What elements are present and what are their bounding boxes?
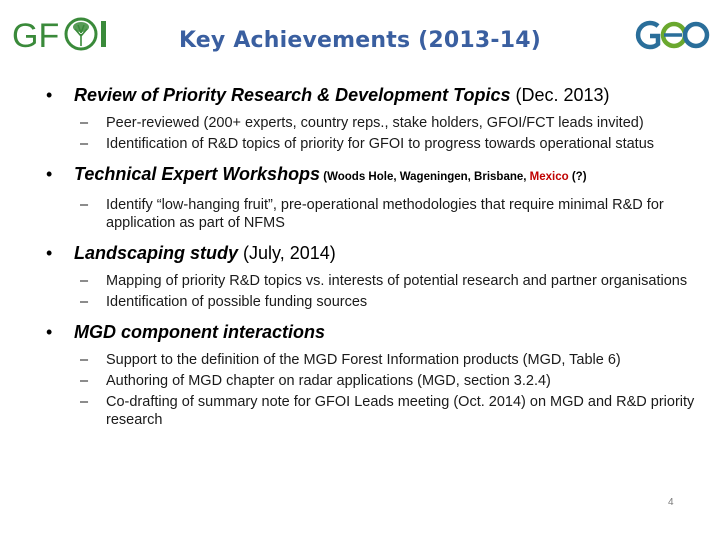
sub-item bbox=[46, 351, 706, 369]
dash-marker: – bbox=[80, 273, 89, 289]
dash-marker: – bbox=[80, 394, 89, 410]
sub-item bbox=[46, 393, 706, 429]
bullet-dot: • bbox=[46, 243, 53, 263]
svg-text:GF: GF bbox=[12, 17, 60, 54]
slide-title: Key Achievements (2013-14) bbox=[178, 28, 542, 53]
sub-text: Peer-reviewed (200+ experts, country reps., stake holders, GFOI/FCT leads invited) bbox=[106, 115, 644, 131]
workshop-location-mexico: Mexico bbox=[529, 171, 569, 183]
sub-text: Co-drafting of summary note for GFOI Leads meeting (Oct. 2014) on MGD and R&D priority research bbox=[106, 394, 695, 428]
bullet-heading: Review of Priority Research & Development Topics bbox=[74, 85, 511, 105]
bullet-heading: Technical Expert Workshops bbox=[74, 164, 321, 184]
sub-item bbox=[46, 293, 706, 311]
bullet-item bbox=[46, 84, 706, 106]
bullet-item bbox=[46, 242, 706, 264]
sub-text: Identification of possible funding sources bbox=[106, 294, 368, 310]
dash-marker: – bbox=[80, 197, 89, 213]
dash-marker: – bbox=[80, 294, 89, 310]
dash-marker: – bbox=[80, 373, 89, 389]
bullet-detail: (Dec. 2013) bbox=[510, 85, 610, 105]
dash-marker: – bbox=[80, 136, 89, 152]
sub-item bbox=[46, 272, 706, 290]
bullet-heading: MGD component interactions bbox=[74, 322, 326, 342]
sub-item bbox=[46, 135, 706, 153]
bullet-item bbox=[46, 163, 706, 188]
slide-content bbox=[46, 84, 706, 439]
dash-marker: – bbox=[80, 115, 89, 131]
sub-text: Identification of R&D topics of priority for GFOI to progress towards operational status bbox=[106, 136, 655, 152]
sub-list bbox=[46, 196, 706, 232]
sub-text: Identify “low-hanging fruit”, pre-operational methodologies that require minimal R&D for application as part of NFMS bbox=[106, 197, 664, 231]
sub-list bbox=[46, 272, 706, 311]
workshop-locations-end: (?) bbox=[568, 171, 587, 183]
bullet-dot: • bbox=[46, 164, 53, 184]
bullet-item bbox=[46, 321, 706, 343]
sub-list bbox=[46, 351, 706, 429]
sub-text: Mapping of priority R&D topics vs. interests of potential research and partner organisations bbox=[106, 273, 688, 289]
sub-item bbox=[46, 114, 706, 132]
bullet-detail: (July, 2014) bbox=[238, 243, 336, 263]
sub-text: Support to the definition of the MGD Forest Information products (MGD, Table 6) bbox=[106, 352, 621, 368]
bullet-heading: Landscaping study bbox=[74, 243, 239, 263]
sub-item bbox=[46, 372, 706, 390]
sub-list bbox=[46, 114, 706, 153]
bullet-dot: • bbox=[46, 85, 53, 105]
dash-marker: – bbox=[80, 352, 89, 368]
page-number: 4 bbox=[668, 497, 674, 508]
sub-item bbox=[46, 196, 706, 232]
bullet-dot: • bbox=[46, 322, 53, 342]
workshop-locations: (Woods Hole, Wageningen, Brisbane, bbox=[320, 171, 530, 183]
sub-text: Authoring of MGD chapter on radar applications (MGD, section 3.2.4) bbox=[106, 373, 551, 389]
